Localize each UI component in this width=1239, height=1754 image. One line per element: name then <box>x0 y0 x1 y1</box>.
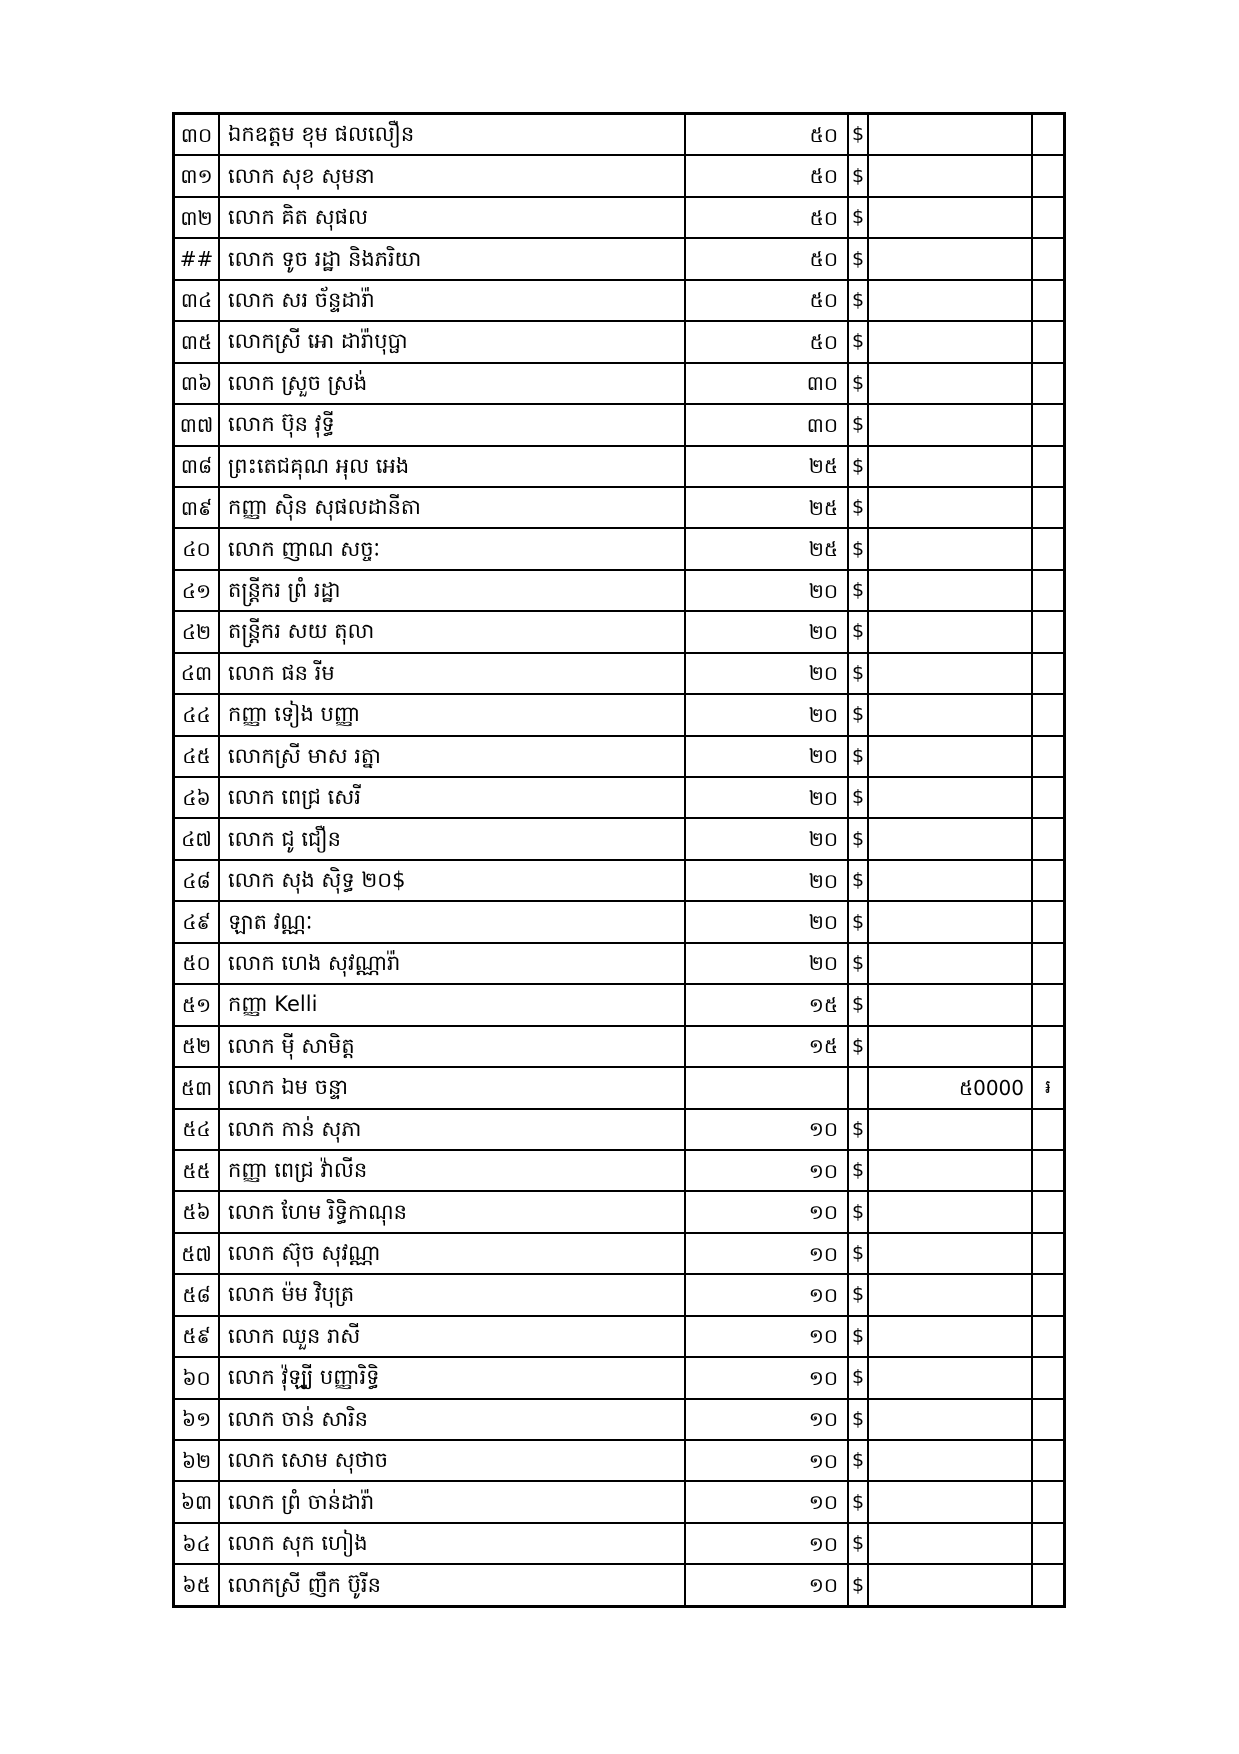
name-cell: លោក ផន រីម <box>220 654 686 693</box>
usd-amount-cell: ២០ <box>686 778 849 817</box>
riel-amount-cell <box>869 1524 1033 1563</box>
usd-symbol-cell: $ <box>849 322 869 361</box>
riel-amount-cell <box>869 447 1033 486</box>
riel-amount-cell <box>869 654 1033 693</box>
usd-symbol-cell: $ <box>849 1565 869 1604</box>
riel-amount-cell <box>869 1482 1033 1521</box>
usd-amount-cell: ២០ <box>686 944 849 983</box>
table-row <box>175 529 1063 570</box>
riel-symbol-cell <box>1033 571 1063 610</box>
table-row <box>175 861 1063 902</box>
usd-symbol-cell: $ <box>849 654 869 693</box>
usd-symbol-cell: $ <box>849 1234 869 1273</box>
row-number-cell: ៣១ <box>175 156 220 195</box>
name-cell: លោក សុក ហៀង <box>220 1524 686 1563</box>
table-row <box>175 571 1063 612</box>
usd-amount-cell: ២៥ <box>686 529 849 568</box>
row-number-cell: ៣០ <box>175 115 220 154</box>
riel-amount-cell <box>869 944 1033 983</box>
usd-amount-cell: ៣០ <box>686 405 849 444</box>
usd-symbol-cell: $ <box>849 239 869 278</box>
riel-symbol-cell <box>1033 447 1063 486</box>
name-cell: លោក សោម សុថាច <box>220 1441 686 1480</box>
usd-amount-cell: ២០ <box>686 861 849 900</box>
table-row <box>175 737 1063 778</box>
name-cell: កញ្ញា ស៊ិន សុផលដានីតា <box>220 488 686 527</box>
riel-symbol-cell <box>1033 115 1063 154</box>
name-cell: លោក វ៉ុឡ្ឃី បញ្ញារិទ្ធិ <box>220 1358 686 1397</box>
usd-symbol-cell: $ <box>849 529 869 568</box>
riel-amount-cell <box>869 695 1033 734</box>
table-row <box>175 902 1063 943</box>
table-row <box>175 654 1063 695</box>
usd-symbol-cell: $ <box>849 115 869 154</box>
usd-symbol-cell: $ <box>849 737 869 776</box>
riel-amount-cell <box>869 156 1033 195</box>
name-cell: លោក ម៉ី សាមិត្ត <box>220 1027 686 1066</box>
name-cell: លោក សរ ច័ន្ទដារ៉ា់ <box>220 281 686 320</box>
name-cell: លោក ម៉ម វិបុត្រ <box>220 1275 686 1314</box>
riel-symbol-cell <box>1033 985 1063 1024</box>
usd-amount-cell: ៥០ <box>686 156 849 195</box>
riel-symbol-cell <box>1033 1275 1063 1314</box>
usd-amount-cell: ២០ <box>686 612 849 651</box>
riel-symbol-cell <box>1033 612 1063 651</box>
row-number-cell: ៤២ <box>175 612 220 651</box>
riel-amount-cell <box>869 985 1033 1024</box>
table-row <box>175 1482 1063 1523</box>
row-number-cell: ៥០ <box>175 944 220 983</box>
riel-symbol-cell <box>1033 1400 1063 1439</box>
name-cell: លោកស្រី អោ ដារ៉ា់បុប្ផា <box>220 322 686 361</box>
name-cell: លោក ប៊ុន វុទ្ធី <box>220 405 686 444</box>
usd-amount-cell: ១០ <box>686 1234 849 1273</box>
usd-amount-cell: ១៥ <box>686 985 849 1024</box>
table-row <box>175 115 1063 156</box>
riel-amount-cell <box>869 488 1033 527</box>
row-number-cell: ៤៤ <box>175 695 220 734</box>
riel-symbol-cell <box>1033 364 1063 403</box>
usd-symbol-cell: $ <box>849 447 869 486</box>
table-row <box>175 447 1063 488</box>
name-cell: លោក ជូ ជឿន <box>220 819 686 858</box>
name-cell: លោក សុង ស៊ិទ្ធ ២០$ <box>220 861 686 900</box>
name-cell: លោក គិត សុផល <box>220 198 686 237</box>
row-number-cell: ៣៨ <box>175 447 220 486</box>
riel-symbol-cell <box>1033 778 1063 817</box>
row-number-cell: ៤៣ <box>175 654 220 693</box>
row-number-cell: ៤៧ <box>175 819 220 858</box>
riel-symbol-cell <box>1033 819 1063 858</box>
riel-amount-cell <box>869 861 1033 900</box>
riel-amount-cell <box>869 1192 1033 1231</box>
riel-symbol-cell <box>1033 529 1063 568</box>
riel-amount-cell <box>869 778 1033 817</box>
usd-amount-cell: ១០ <box>686 1441 849 1480</box>
row-number-cell: ៤៩ <box>175 902 220 941</box>
table-row <box>175 1358 1063 1399</box>
usd-amount-cell: ២០ <box>686 902 849 941</box>
riel-amount-cell <box>869 1275 1033 1314</box>
riel-symbol-cell <box>1033 281 1063 320</box>
riel-amount-cell <box>869 1565 1033 1604</box>
riel-symbol-cell <box>1033 1317 1063 1356</box>
usd-symbol-cell: $ <box>849 861 869 900</box>
riel-symbol-cell <box>1033 695 1063 734</box>
name-cell: លោក សុខ សុមនា <box>220 156 686 195</box>
table-row <box>175 1234 1063 1275</box>
riel-symbol-cell: ៛ <box>1044 1076 1052 1099</box>
table-row <box>175 1027 1063 1068</box>
usd-symbol-cell: $ <box>849 1151 869 1190</box>
riel-symbol-cell <box>1033 944 1063 983</box>
row-number-cell: ៥៧ <box>175 1234 220 1273</box>
usd-amount-cell: ៥០ <box>686 281 849 320</box>
usd-amount-cell: ១០ <box>686 1275 849 1314</box>
table-row <box>175 281 1063 322</box>
name-cell: លោក ទូច រដ្ឋា និងភរិយា <box>220 239 686 278</box>
row-number-cell: ៥១ <box>175 985 220 1024</box>
usd-symbol-cell: $ <box>849 1317 869 1356</box>
usd-amount-cell: ១០ <box>686 1317 849 1356</box>
row-number-cell: ៤១ <box>175 571 220 610</box>
usd-symbol-cell: $ <box>849 1358 869 1397</box>
riel-amount-cell <box>869 115 1033 154</box>
row-number-cell: ៥៣ <box>175 1068 220 1107</box>
usd-amount-cell: ២៥ <box>686 447 849 486</box>
row-number-cell: ៣៩ <box>175 488 220 527</box>
riel-amount-cell <box>869 1110 1033 1149</box>
name-cell: តន្ត្រីករ សយ តុលា <box>220 612 686 651</box>
riel-amount-cell <box>869 1151 1033 1190</box>
usd-amount-cell: ១០ <box>686 1110 849 1149</box>
table-row <box>175 819 1063 860</box>
usd-amount-cell: ១០ <box>686 1524 849 1563</box>
usd-amount-cell: ៥០ <box>686 115 849 154</box>
row-number-cell: ## <box>175 239 220 278</box>
riel-amount-cell <box>869 322 1033 361</box>
usd-amount-cell: ៥០ <box>686 239 849 278</box>
riel-amount-cell <box>869 1317 1033 1356</box>
usd-symbol-cell: $ <box>849 571 869 610</box>
row-number-cell: ៣៦ <box>175 364 220 403</box>
name-cell: លោក ស្រួច ស្រង់ <box>220 364 686 403</box>
usd-symbol-cell: $ <box>849 902 869 941</box>
riel-symbol-cell <box>1033 1441 1063 1480</box>
riel-symbol-cell <box>1033 861 1063 900</box>
usd-amount-cell: ១០ <box>686 1482 849 1521</box>
name-cell: តន្ត្រីករ ព្រំ រដ្ឋា <box>220 571 686 610</box>
table-row <box>175 198 1063 239</box>
usd-symbol-cell: $ <box>849 695 869 734</box>
table-row <box>175 364 1063 405</box>
row-number-cell: ៦១ <box>175 1400 220 1439</box>
riel-symbol-cell <box>1033 902 1063 941</box>
row-number-cell: ៥៩ <box>175 1317 220 1356</box>
riel-amount-cell <box>869 1358 1033 1397</box>
table-row <box>175 156 1063 197</box>
row-number-cell: ៥២ <box>175 1027 220 1066</box>
riel-symbol-cell <box>1033 1482 1063 1521</box>
usd-symbol-cell: $ <box>849 1110 869 1149</box>
name-cell: លោក ចាន់ សារិន <box>220 1400 686 1439</box>
table-row <box>175 488 1063 529</box>
row-number-cell: ៦២ <box>175 1441 220 1480</box>
table-row <box>175 695 1063 736</box>
riel-symbol-cell <box>1033 156 1063 195</box>
table-row <box>175 405 1063 446</box>
riel-amount-cell <box>869 902 1033 941</box>
row-number-cell: ៣៧ <box>175 405 220 444</box>
row-number-cell: ៦៥ <box>175 1565 220 1604</box>
name-cell: ឡាត វណ្ណៈ <box>220 902 686 941</box>
row-number-cell: ៦៣ <box>175 1482 220 1521</box>
name-cell: កញ្ញា Kelli <box>220 985 686 1024</box>
table-row <box>175 1068 1063 1109</box>
table-row <box>175 1317 1063 1358</box>
name-cell: លោក ហេង សុវណ្ណារ៉ា់ <box>220 944 686 983</box>
riel-amount-cell: ៥0000 <box>869 1068 1033 1107</box>
riel-symbol-cell <box>1033 1524 1063 1563</box>
name-cell: លោក ឯម ចន្ទា <box>220 1068 686 1107</box>
usd-amount-cell: ១៥ <box>686 1027 849 1066</box>
riel-symbol-cell <box>1033 1358 1063 1397</box>
name-cell: លោក ឈួន រាសី <box>220 1317 686 1356</box>
riel-amount-cell <box>869 819 1033 858</box>
name-cell: លោក ហែម រិទ្ធិកាណុន <box>220 1192 686 1231</box>
row-number-cell: ៥៥ <box>175 1151 220 1190</box>
table-row <box>175 1275 1063 1316</box>
row-number-cell: ៤០ <box>175 529 220 568</box>
riel-amount-cell <box>869 239 1033 278</box>
riel-symbol-cell <box>1033 737 1063 776</box>
table-row <box>175 1192 1063 1233</box>
usd-symbol-cell: $ <box>849 1192 869 1231</box>
row-number-cell: ៥៤ <box>175 1110 220 1149</box>
usd-amount-cell: ២៥ <box>686 488 849 527</box>
table-row <box>175 1441 1063 1482</box>
row-number-cell: ៤៨ <box>175 861 220 900</box>
riel-symbol-cell <box>1033 488 1063 527</box>
row-number-cell: ៦៤ <box>175 1524 220 1563</box>
table-row <box>175 322 1063 363</box>
usd-amount-cell: ៥០ <box>686 322 849 361</box>
table-row <box>175 944 1063 985</box>
usd-symbol-cell: $ <box>849 1027 869 1066</box>
name-cell: ឯកឧត្តម ខុម ផលលឿន <box>220 115 686 154</box>
usd-amount-cell: ៣០ <box>686 364 849 403</box>
riel-amount-cell <box>869 529 1033 568</box>
usd-symbol-cell: $ <box>849 944 869 983</box>
usd-amount-cell: ១០ <box>686 1192 849 1231</box>
row-number-cell: ៥៦ <box>175 1192 220 1231</box>
usd-symbol-cell <box>849 1068 869 1107</box>
name-cell: ព្រះតេជគុណ អុល អេង <box>220 447 686 486</box>
table-row <box>175 1565 1063 1604</box>
usd-symbol-cell: $ <box>849 1275 869 1314</box>
row-number-cell: ៣៥ <box>175 322 220 361</box>
usd-symbol-cell: $ <box>849 488 869 527</box>
usd-symbol-cell: $ <box>849 1400 869 1439</box>
usd-symbol-cell: $ <box>849 778 869 817</box>
usd-amount-cell: ១០ <box>686 1400 849 1439</box>
usd-symbol-cell: $ <box>849 281 869 320</box>
donation-table <box>172 112 1066 1608</box>
row-number-cell: ៣២ <box>175 198 220 237</box>
row-number-cell: ៣៤ <box>175 281 220 320</box>
name-cell: កញ្ញា ទៀង បញ្ញា <box>220 695 686 734</box>
table-row <box>175 985 1063 1026</box>
usd-amount-cell: ២០ <box>686 819 849 858</box>
usd-amount-cell: ២០ <box>686 737 849 776</box>
usd-symbol-cell: $ <box>849 364 869 403</box>
riel-symbol-cell <box>1033 322 1063 361</box>
usd-amount-cell: ១០ <box>686 1151 849 1190</box>
row-number-cell: ៤៦ <box>175 778 220 817</box>
usd-symbol-cell: $ <box>849 819 869 858</box>
usd-symbol-cell: $ <box>849 405 869 444</box>
riel-symbol-cell <box>1033 1565 1063 1604</box>
riel-symbol-cell <box>1033 1192 1063 1231</box>
row-number-cell: ៦០ <box>175 1358 220 1397</box>
usd-symbol-cell: $ <box>849 1524 869 1563</box>
usd-amount-cell <box>686 1068 849 1107</box>
usd-amount-cell: ២០ <box>686 571 849 610</box>
name-cell: លោក ពេជ្រ សេរី <box>220 778 686 817</box>
usd-symbol-cell: $ <box>849 985 869 1024</box>
name-cell: លោកស្រី មាស រត្នា <box>220 737 686 776</box>
table-row <box>175 1110 1063 1151</box>
name-cell: លោកស្រី ញឹក ប៊ូរីន <box>220 1565 686 1604</box>
riel-amount-cell <box>869 612 1033 651</box>
table-row <box>175 1400 1063 1441</box>
riel-symbol-cell <box>1033 1234 1063 1273</box>
riel-symbol-cell <box>1033 198 1063 237</box>
riel-amount-cell <box>869 1400 1033 1439</box>
usd-amount-cell: ២០ <box>686 695 849 734</box>
riel-symbol-cell <box>1033 1151 1063 1190</box>
riel-amount-cell <box>869 571 1033 610</box>
table-row <box>175 1524 1063 1565</box>
riel-symbol-cell <box>1033 1027 1063 1066</box>
table-row <box>175 239 1063 280</box>
riel-symbol-cell <box>1033 405 1063 444</box>
riel-amount-cell <box>869 198 1033 237</box>
riel-amount-cell <box>869 1441 1033 1480</box>
usd-symbol-cell: $ <box>849 1441 869 1480</box>
name-cell: កញ្ញា ពេជ្រ វ៉ាលីន <box>220 1151 686 1190</box>
table-row <box>175 612 1063 653</box>
riel-symbol-cell <box>1033 239 1063 278</box>
riel-amount-cell <box>869 405 1033 444</box>
riel-amount-cell <box>869 281 1033 320</box>
name-cell: លោក ព្រំ ចាន់ដារ៉ា់ <box>220 1482 686 1521</box>
usd-amount-cell: ៥០ <box>686 198 849 237</box>
usd-amount-cell: ១០ <box>686 1565 849 1604</box>
table-row <box>175 778 1063 819</box>
usd-symbol-cell: $ <box>849 156 869 195</box>
usd-symbol-cell: $ <box>849 1482 869 1521</box>
riel-amount-cell <box>869 1027 1033 1066</box>
usd-amount-cell: ២០ <box>686 654 849 693</box>
row-number-cell: ៤៥ <box>175 737 220 776</box>
usd-amount-cell: ១០ <box>686 1358 849 1397</box>
usd-symbol-cell: $ <box>849 198 869 237</box>
table-row <box>175 1151 1063 1192</box>
usd-symbol-cell: $ <box>849 612 869 651</box>
riel-symbol-cell <box>1033 654 1063 693</box>
name-cell: លោក ញាណ សច្ចៈ <box>220 529 686 568</box>
riel-amount-cell <box>869 364 1033 403</box>
riel-amount-cell <box>869 737 1033 776</box>
riel-symbol-cell <box>1033 1110 1063 1149</box>
name-cell: លោក កាន់ សុភា <box>220 1110 686 1149</box>
row-number-cell: ៥៨ <box>175 1275 220 1314</box>
riel-amount-cell <box>869 1234 1033 1273</box>
name-cell: លោក ស៊ុច សុវណ្ណា <box>220 1234 686 1273</box>
